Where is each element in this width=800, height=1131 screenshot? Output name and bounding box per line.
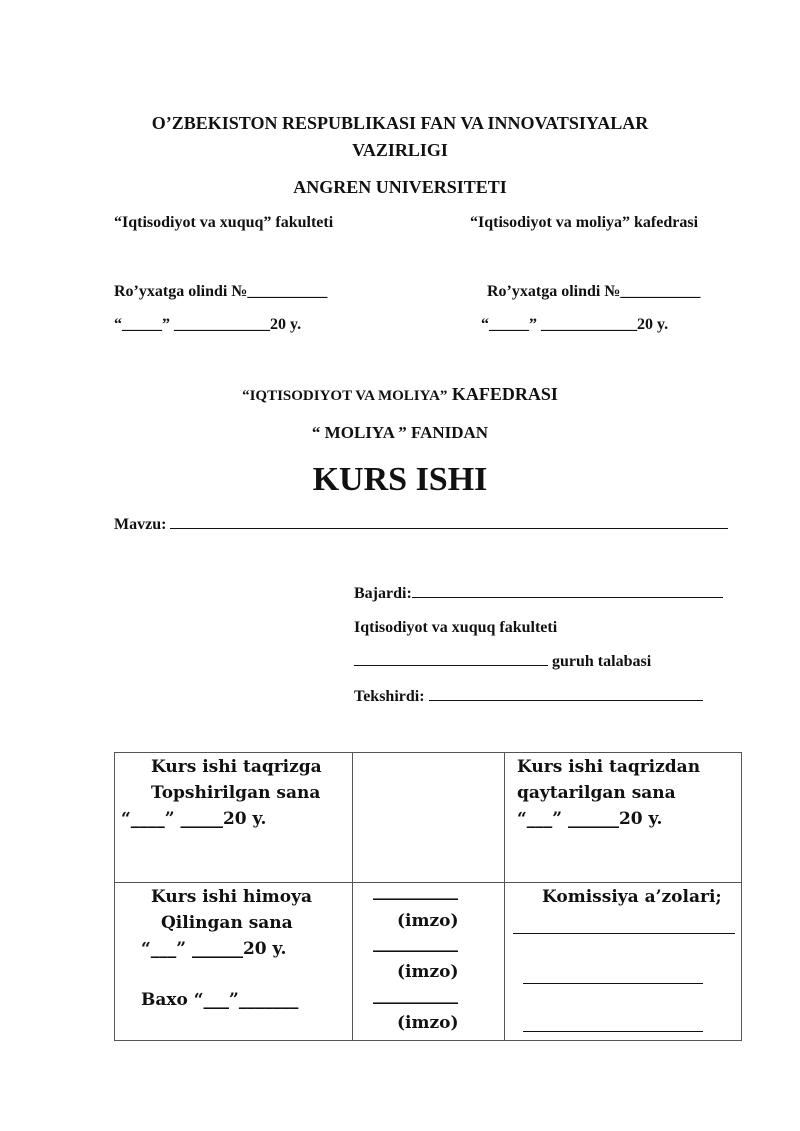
grade-field: Baxo “___”_______ [141,990,299,1010]
registration-left-date: “_____” ____________20 y. [114,316,302,333]
review-table [114,752,742,1041]
registration-left-label: Ro’yxatga olindi №__________ [114,283,328,300]
table-row [115,883,742,1041]
defense-line-2: Qilingan sana [161,913,293,933]
commission-member-line-1[interactable] [513,933,735,934]
commission-cell [505,883,742,1041]
registration-right-label: Ro’yxatga olindi №__________ [487,283,701,300]
signatures-cell [353,883,505,1041]
document-title: KURS ISHI [312,461,488,498]
kafedra-heading [0,384,800,405]
signature-line-2[interactable]: __________ [373,933,458,953]
signature-label-3: (imzo) [397,1013,459,1033]
department-name: “Iqtisodiyot va moliya” kafedrasi [470,214,699,231]
guruh-input-line[interactable] [354,665,548,666]
defense-date: “___” ______20 y. [141,939,287,959]
bajardi-field [354,585,723,603]
mavzu-field [114,516,728,534]
university-name: ANGREN UNIVERSITETI [293,177,507,197]
return-line-1: Kurs ishi taqrizdan [517,757,701,777]
signature-label-1: (imzo) [397,911,459,931]
tekshirdi-input-line[interactable] [429,700,703,701]
ministry-line-2: VAZIRLIGI [352,140,448,160]
mavzu-input-line[interactable] [170,528,728,529]
signature-line-1[interactable]: __________ [373,881,458,901]
guruh-field [354,653,651,671]
submission-line-1: Kurs ishi taqrizga [151,757,322,777]
guruh-label: guruh talabasi [548,653,652,670]
submission-date: “____” _____20 y. [121,809,267,829]
ministry-line-1: O’ZBEKISTON RESPUBLIKASI FAN VA INNOVATSIYALAR [151,113,649,133]
bajardi-label: Bajardi: [354,585,412,602]
submission-line-2: Topshirilgan sana [151,783,321,803]
defense-cell [115,883,353,1041]
registration-right-date: “_____” ____________20 y. [481,316,669,333]
commission-label: Komissiya a’zolari; [542,887,722,907]
empty-cell [353,753,505,883]
table-row [115,753,742,883]
tekshirdi-field [354,688,703,706]
return-date: “___” ______20 y. [517,809,663,829]
subject-heading: “ MOLIYA ” FANIDAN [311,423,489,442]
signature-label-2: (imzo) [397,962,459,982]
tekshirdi-label: Tekshirdi: [354,688,429,705]
kafedra-heading-suffix: KAFEDRASI [447,384,558,404]
bajardi-input-line[interactable] [412,597,723,598]
defense-line-1: Kurs ishi himoya [151,887,313,907]
signature-line-3[interactable]: __________ [373,985,458,1005]
return-line-2: qaytarilgan sana [517,783,676,803]
student-faculty: Iqtisodiyot va xuquq fakulteti [354,619,558,636]
kafedra-heading-prefix: “IQTISODIYOT VA MOLIYA” [242,388,448,404]
commission-member-line-2[interactable] [523,983,703,984]
submission-cell [115,753,353,883]
commission-member-line-3[interactable] [523,1031,703,1032]
mavzu-label: Mavzu: [114,516,171,533]
return-cell [505,753,742,883]
faculty-name: “Iqtisodiyot va xuquq” fakulteti [114,214,334,231]
